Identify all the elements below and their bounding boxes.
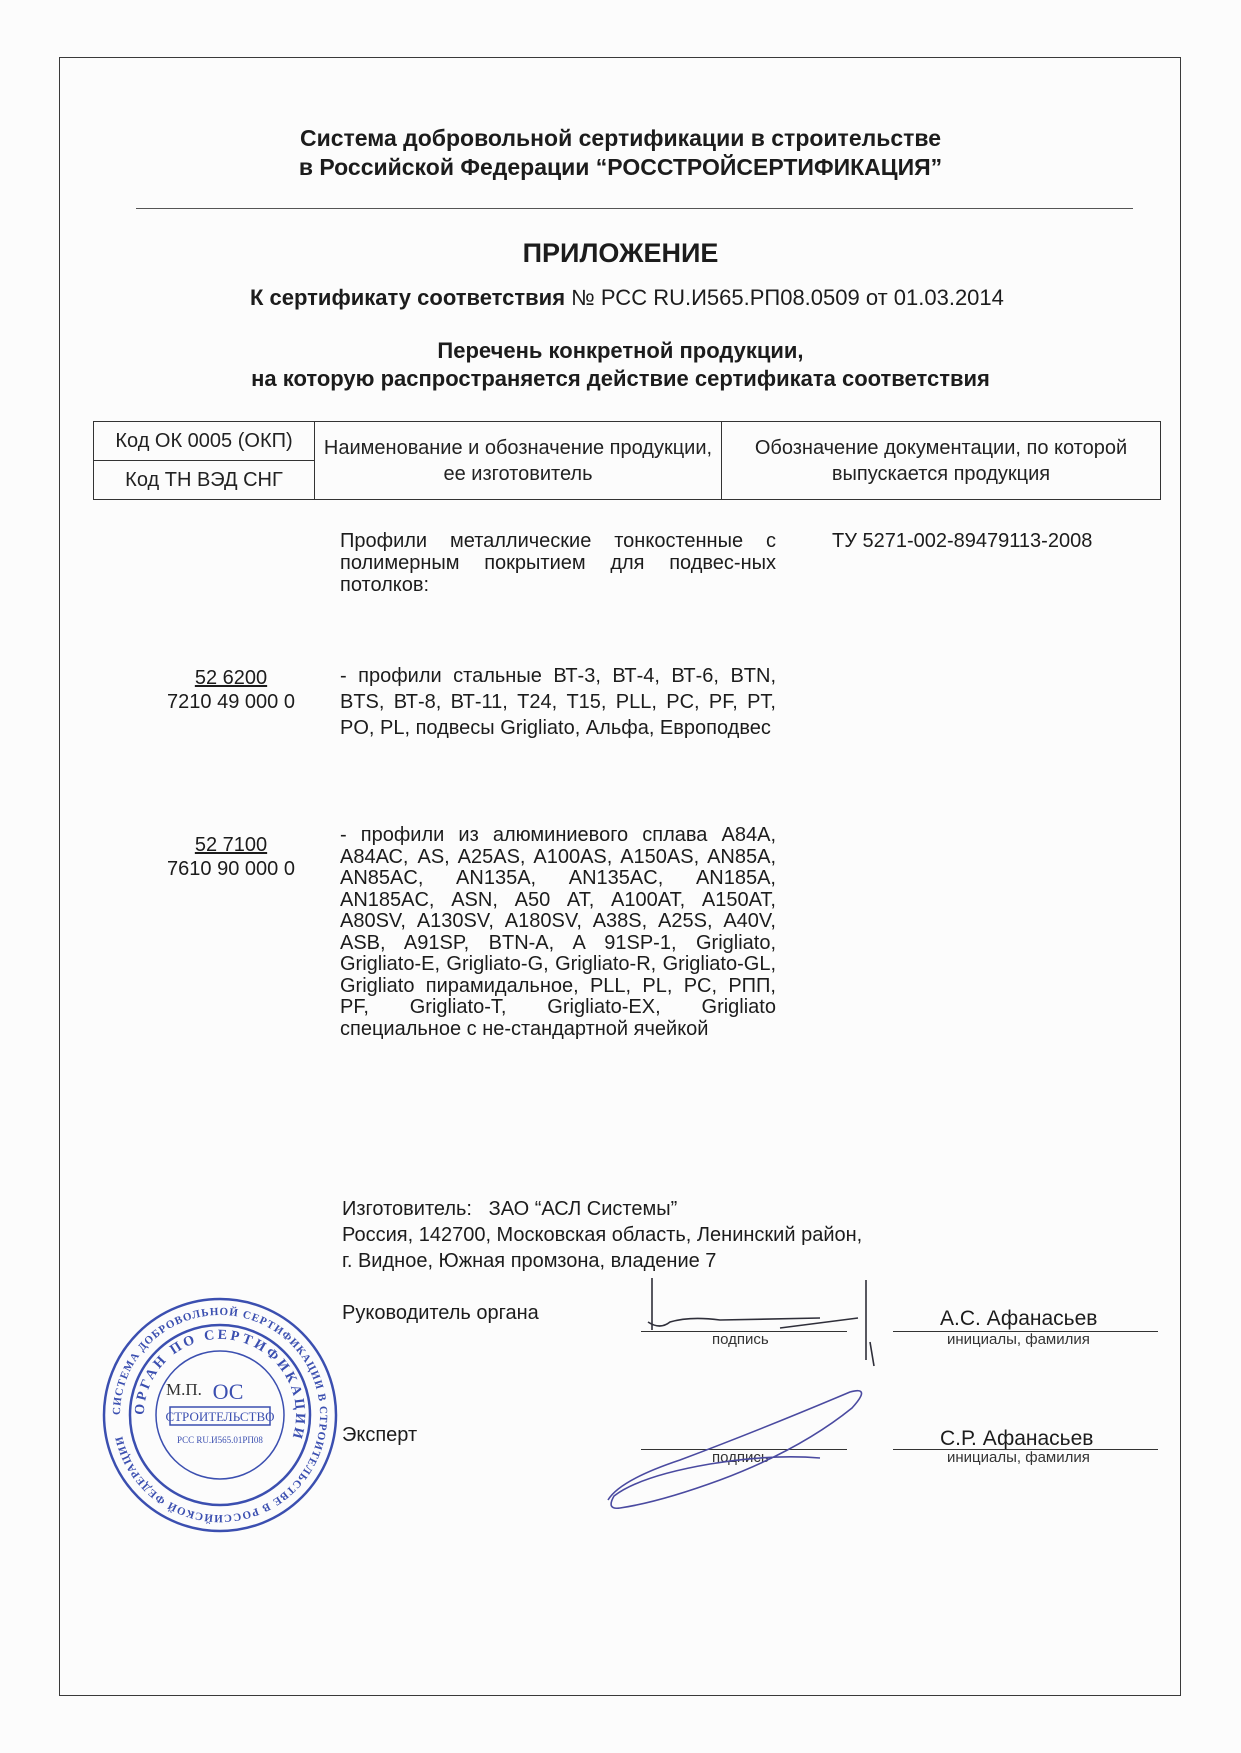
manufacturer-name: ЗАО “АСЛ Системы” [488, 1198, 678, 1220]
product-group-description: Профили металлические тонкостенные с полимерным покрытием для подвес-ных потолков: [340, 530, 776, 596]
subtitle-line-2: на которую распространяется действие сертификата соответствия [251, 366, 990, 391]
header-line-1: Система добровольной сертификации в строительстве [299, 125, 942, 151]
stamp-mp-label: М.П. [166, 1380, 202, 1399]
header-tnved-cell: Код ТН ВЭД СНГ [94, 461, 315, 500]
handwritten-signature [600, 1380, 880, 1520]
header-divider [136, 208, 1133, 209]
manufacturer-address-1: Россия, 142700, Московская область, Ленинский район, [342, 1224, 863, 1246]
header-line-2: в Российской Федерации “РОССТРОЙСЕРТИФИКАЦИЯ” [298, 154, 943, 180]
manufacturer-block [342, 1196, 862, 1274]
signer-name: С.Р. Афанасьев [940, 1427, 1094, 1450]
handwritten-signature [630, 1270, 890, 1370]
name-caption: инициалы, фамилия [947, 1449, 1090, 1466]
subtitle-line-1: Перечень конкретной продукции, [437, 338, 804, 363]
certificate-reference [250, 285, 1004, 311]
item-codes [136, 666, 326, 714]
tnved-code: 7610 90 000 0 [167, 858, 295, 880]
okp-code: 52 6200 [194, 667, 268, 689]
item-description: - профили стальные ВТ-3, ВТ-4, ВТ-6, BTN, BTS, ВТ-8, ВТ-11, Т24, Т15, PLL, PC, PF, PT, PO, PL, подвесы Grigliato, Альфа, Европодвес [340, 665, 776, 739]
header-doc-cell: Обозначение документации, по которой выпускается продукция [722, 422, 1161, 500]
manufacturer-address-2: г. Видное, Южная промзона, владение 7 [342, 1250, 717, 1272]
stamp-center-top: ОС [212, 1379, 244, 1404]
signature-role: Эксперт [342, 1424, 418, 1446]
stamp-registration: РСС RU.И565.01РП08 [177, 1435, 263, 1445]
signature-caption: подпись [712, 1449, 769, 1466]
signature-caption: подпись [712, 1331, 769, 1348]
certificate-prefix: К сертификату соответствия [250, 285, 566, 310]
products-table-header [93, 421, 1161, 500]
technical-specification: ТУ 5271-002-89479113-2008 [832, 530, 1093, 552]
stamp-inner-ring: ОРГАН ПО СЕРТИФИКАЦИИ [132, 1327, 308, 1443]
tnved-code: 7210 49 000 0 [167, 691, 295, 713]
header-okp-cell: Код ОК 0005 (ОКП) [94, 422, 315, 461]
certificate-number: № РСС RU.И565.РП08.0509 от 01.03.2014 [571, 285, 1004, 310]
signer-name: А.С. Афанасьев [940, 1307, 1098, 1330]
header-name-cell: Наименование и обозначение продукции, ее изготовитель [315, 422, 722, 500]
signature-role: Руководитель органа [342, 1302, 539, 1324]
stamp-center-mid: СТРОИТЕЛЬСТВО [165, 1409, 275, 1424]
item-description: - профили из алюминиевого сплава А84А, А84АС, AS, A25AS, A100AS, A150AS, AN85A, AN85AC, AN135A, AN135AC, AN185A, AN185AC, ASN, A50 AT, A100AT, A150AT, A80SV, A130SV, A180SV, A38S, A25S, A40V, ASB, A91SP, BTN-A, A 91SP-1, Grigliato, Grigliato-E, Grigliato-G, Grigliato-R, Grigliato-GL, Grigliato пирамидальное, PLL, PL, PC, РПП, PF, Grigliato-T, Grigliato-EX, Grigliato специальное с не-стандартной ячейкой [340, 824, 776, 1040]
item-codes [136, 833, 326, 881]
certification-stamp [100, 1295, 340, 1535]
name-caption: инициалы, фамилия [947, 1331, 1090, 1348]
manufacturer-label: Изготовитель: [342, 1198, 472, 1220]
okp-code: 52 7100 [194, 834, 268, 856]
stamp-ring-text: СИСТЕМА ДОБРОВОЛЬНОЙ СЕРТИФИКАЦИИ В СТРОИТЕЛЬСТВЕ В РОССИЙСКОЙ ФЕДЕРАЦИИ [110, 1305, 330, 1525]
page-title: ПРИЛОЖЕНИЕ [522, 238, 719, 268]
